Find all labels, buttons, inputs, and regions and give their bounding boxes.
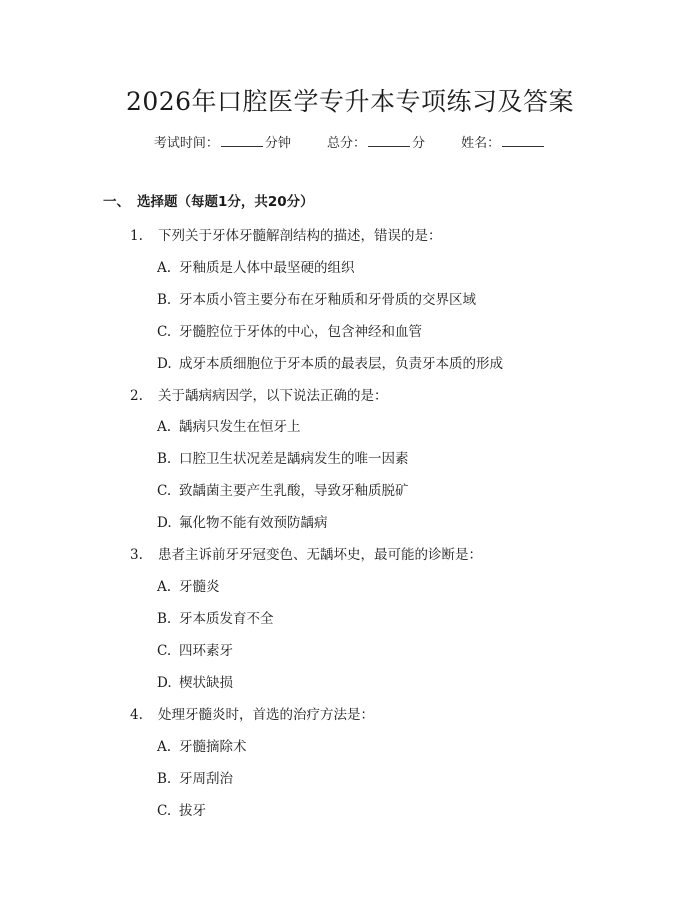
option-letter: D. [157, 356, 172, 372]
option-letter: A. [157, 579, 172, 595]
exam-time-blank [221, 134, 263, 147]
question-number: 2. [130, 388, 143, 404]
option-text: 牙周刮治 [179, 771, 233, 787]
option-text: 龋病只发生在恒牙上 [179, 419, 301, 435]
option-text: 牙髓腔位于牙体的中心，包含神经和血管 [179, 324, 422, 340]
exam-time-label: 考试时间： [153, 136, 219, 151]
option-letter: A. [157, 419, 172, 435]
total-score-label: 总分： [326, 136, 366, 151]
total-score-unit: 分 [412, 136, 426, 151]
question-2-option-c [157, 479, 409, 499]
option-text: 致龋菌主要产生乳酸，导致牙釉质脱矿 [179, 483, 409, 499]
question-4-option-b [157, 767, 233, 787]
option-text: 牙本质小管主要分布在牙釉质和牙骨质的交界区域 [179, 292, 476, 308]
section-number: 一、 [103, 194, 130, 210]
option-letter: B. [157, 611, 172, 627]
question-number: 4. [130, 707, 143, 723]
question-3-option-b [157, 607, 274, 627]
question-number: 1. [130, 228, 143, 244]
question-1-option-b [157, 288, 476, 308]
option-text: 牙本质发育不全 [179, 611, 274, 627]
option-letter: B. [157, 451, 172, 467]
name-blank [502, 134, 544, 147]
question-2 [130, 384, 388, 404]
option-letter: C. [157, 803, 172, 819]
question-2-option-b [157, 447, 409, 467]
exam-info-line [0, 132, 700, 151]
option-letter: A. [157, 739, 172, 755]
question-4-option-c [157, 799, 206, 819]
question-4 [130, 703, 374, 723]
question-1-option-d [157, 352, 503, 372]
option-text: 牙釉质是人体中最坚硬的组织 [179, 260, 355, 276]
question-3-option-d [157, 671, 233, 691]
total-score-field [327, 132, 425, 151]
exam-time-unit: 分钟 [264, 136, 291, 151]
option-letter: C. [157, 324, 172, 340]
option-text: 牙髓摘除术 [179, 739, 247, 755]
total-score-blank [368, 134, 410, 147]
question-text: 处理牙髓炎时，首选的治疗方法是： [158, 707, 374, 723]
question-3 [130, 543, 482, 563]
option-letter: C. [157, 483, 172, 499]
option-text: 口腔卫生状况差是龋病发生的唯一因素 [179, 451, 409, 467]
option-letter: D. [157, 515, 172, 531]
question-3-option-a [157, 575, 220, 595]
question-text: 患者主诉前牙牙冠变色、无龋坏史，最可能的诊断是： [158, 547, 482, 563]
option-letter: B. [157, 292, 172, 308]
option-text: 牙髓炎 [179, 579, 220, 595]
name-field [461, 132, 546, 151]
question-4-option-a [157, 735, 247, 755]
option-text: 楔状缺损 [179, 675, 233, 691]
option-text: 拔牙 [179, 803, 206, 819]
name-label: 姓名： [461, 136, 501, 151]
section-title: 选择题（每题1分，共20分） [137, 194, 314, 210]
section-heading [103, 190, 314, 210]
question-text: 关于龋病病因学，以下说法正确的是： [158, 388, 388, 404]
option-letter: C. [157, 643, 172, 659]
question-number: 3. [130, 547, 143, 563]
question-1-option-c [157, 320, 422, 340]
option-text: 成牙本质细胞位于牙本质的最表层，负责牙本质的形成 [179, 356, 503, 372]
question-2-option-a [157, 415, 301, 435]
question-1 [130, 224, 442, 244]
option-letter: B. [157, 771, 172, 787]
option-text: 氟化物不能有效预防龋病 [179, 515, 328, 531]
option-letter: D. [157, 675, 172, 691]
option-letter: A. [157, 260, 172, 276]
question-1-option-a [157, 256, 355, 276]
question-2-option-d [157, 511, 328, 531]
option-text: 四环素牙 [179, 643, 233, 659]
exam-time-field [154, 132, 291, 151]
question-3-option-c [157, 639, 233, 659]
document-title: 2026年口腔医学专升本专项练习及答案 [125, 87, 575, 116]
question-text: 下列关于牙体牙髓解剖结构的描述，错误的是： [158, 228, 442, 244]
